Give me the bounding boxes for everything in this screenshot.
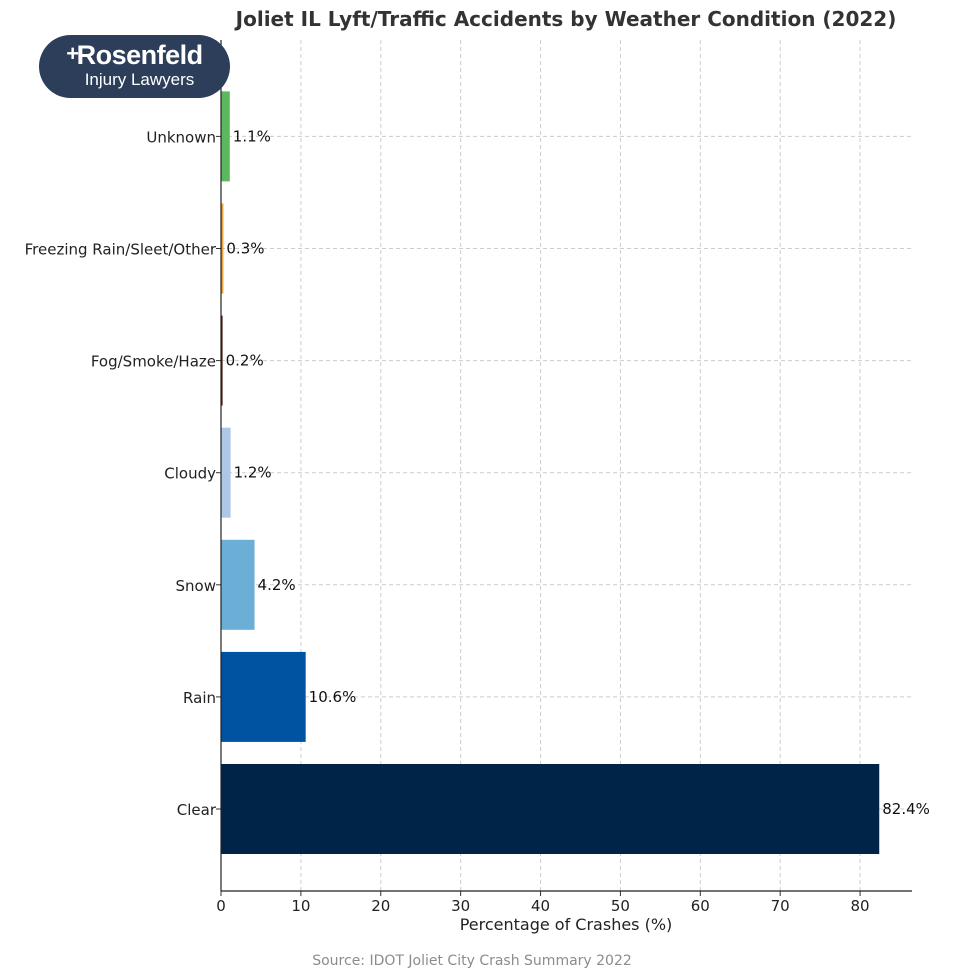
category-label: Snow (175, 576, 216, 595)
category-label: Cloudy (164, 464, 216, 483)
bar-value-label: 0.3% (226, 239, 265, 258)
x-tick-label: 30 (451, 897, 471, 915)
category-label: Unknown (146, 128, 216, 147)
rosenfeld-logo (39, 35, 230, 98)
bar-value-label: 1.2% (233, 463, 272, 482)
x-tick-label: 60 (690, 897, 710, 915)
logo-brand: +Rosenfeld (66, 40, 203, 70)
source-note: Source: IDOT Joliet City Crash Summary 2022 (312, 953, 632, 969)
x-tick-label: 10 (291, 897, 311, 915)
logo-cross-icon: + (66, 41, 79, 66)
bar-unknown (221, 91, 230, 181)
bar-value-label: 82.4% (882, 800, 930, 818)
x-tick-label: 40 (530, 897, 551, 915)
x-tick-label: 0 (216, 897, 226, 915)
category-label: Fog/Smoke/Haze (90, 352, 216, 371)
x-tick-label: 80 (850, 897, 870, 915)
bar-snow (221, 540, 255, 630)
chart-title: Joliet IL Lyft/Traffic Accidents by Weather Condition (2022) (235, 7, 897, 31)
bar-rain (221, 652, 306, 742)
category-label: Freezing Rain/Sleet/Other (24, 240, 216, 259)
category-label: Clear (176, 801, 216, 819)
category-label: Rain (183, 688, 216, 707)
x-tick-label: 20 (371, 897, 391, 915)
bar-value-label: 1.1% (232, 127, 271, 146)
grid-lines (221, 40, 912, 891)
x-tick-label: 50 (610, 897, 630, 915)
bar-value-label: 4.2% (257, 575, 296, 594)
x-tick-label: 70 (770, 897, 790, 915)
bar-clear (221, 764, 879, 854)
bar-value-label: 10.6% (308, 687, 357, 706)
logo-subtitle: Injury Lawyers (84, 70, 195, 89)
bar-cloudy (221, 428, 231, 518)
x-axis-label: Percentage of Crashes (%) (459, 915, 673, 934)
bar-value-label: 0.2% (225, 351, 264, 370)
